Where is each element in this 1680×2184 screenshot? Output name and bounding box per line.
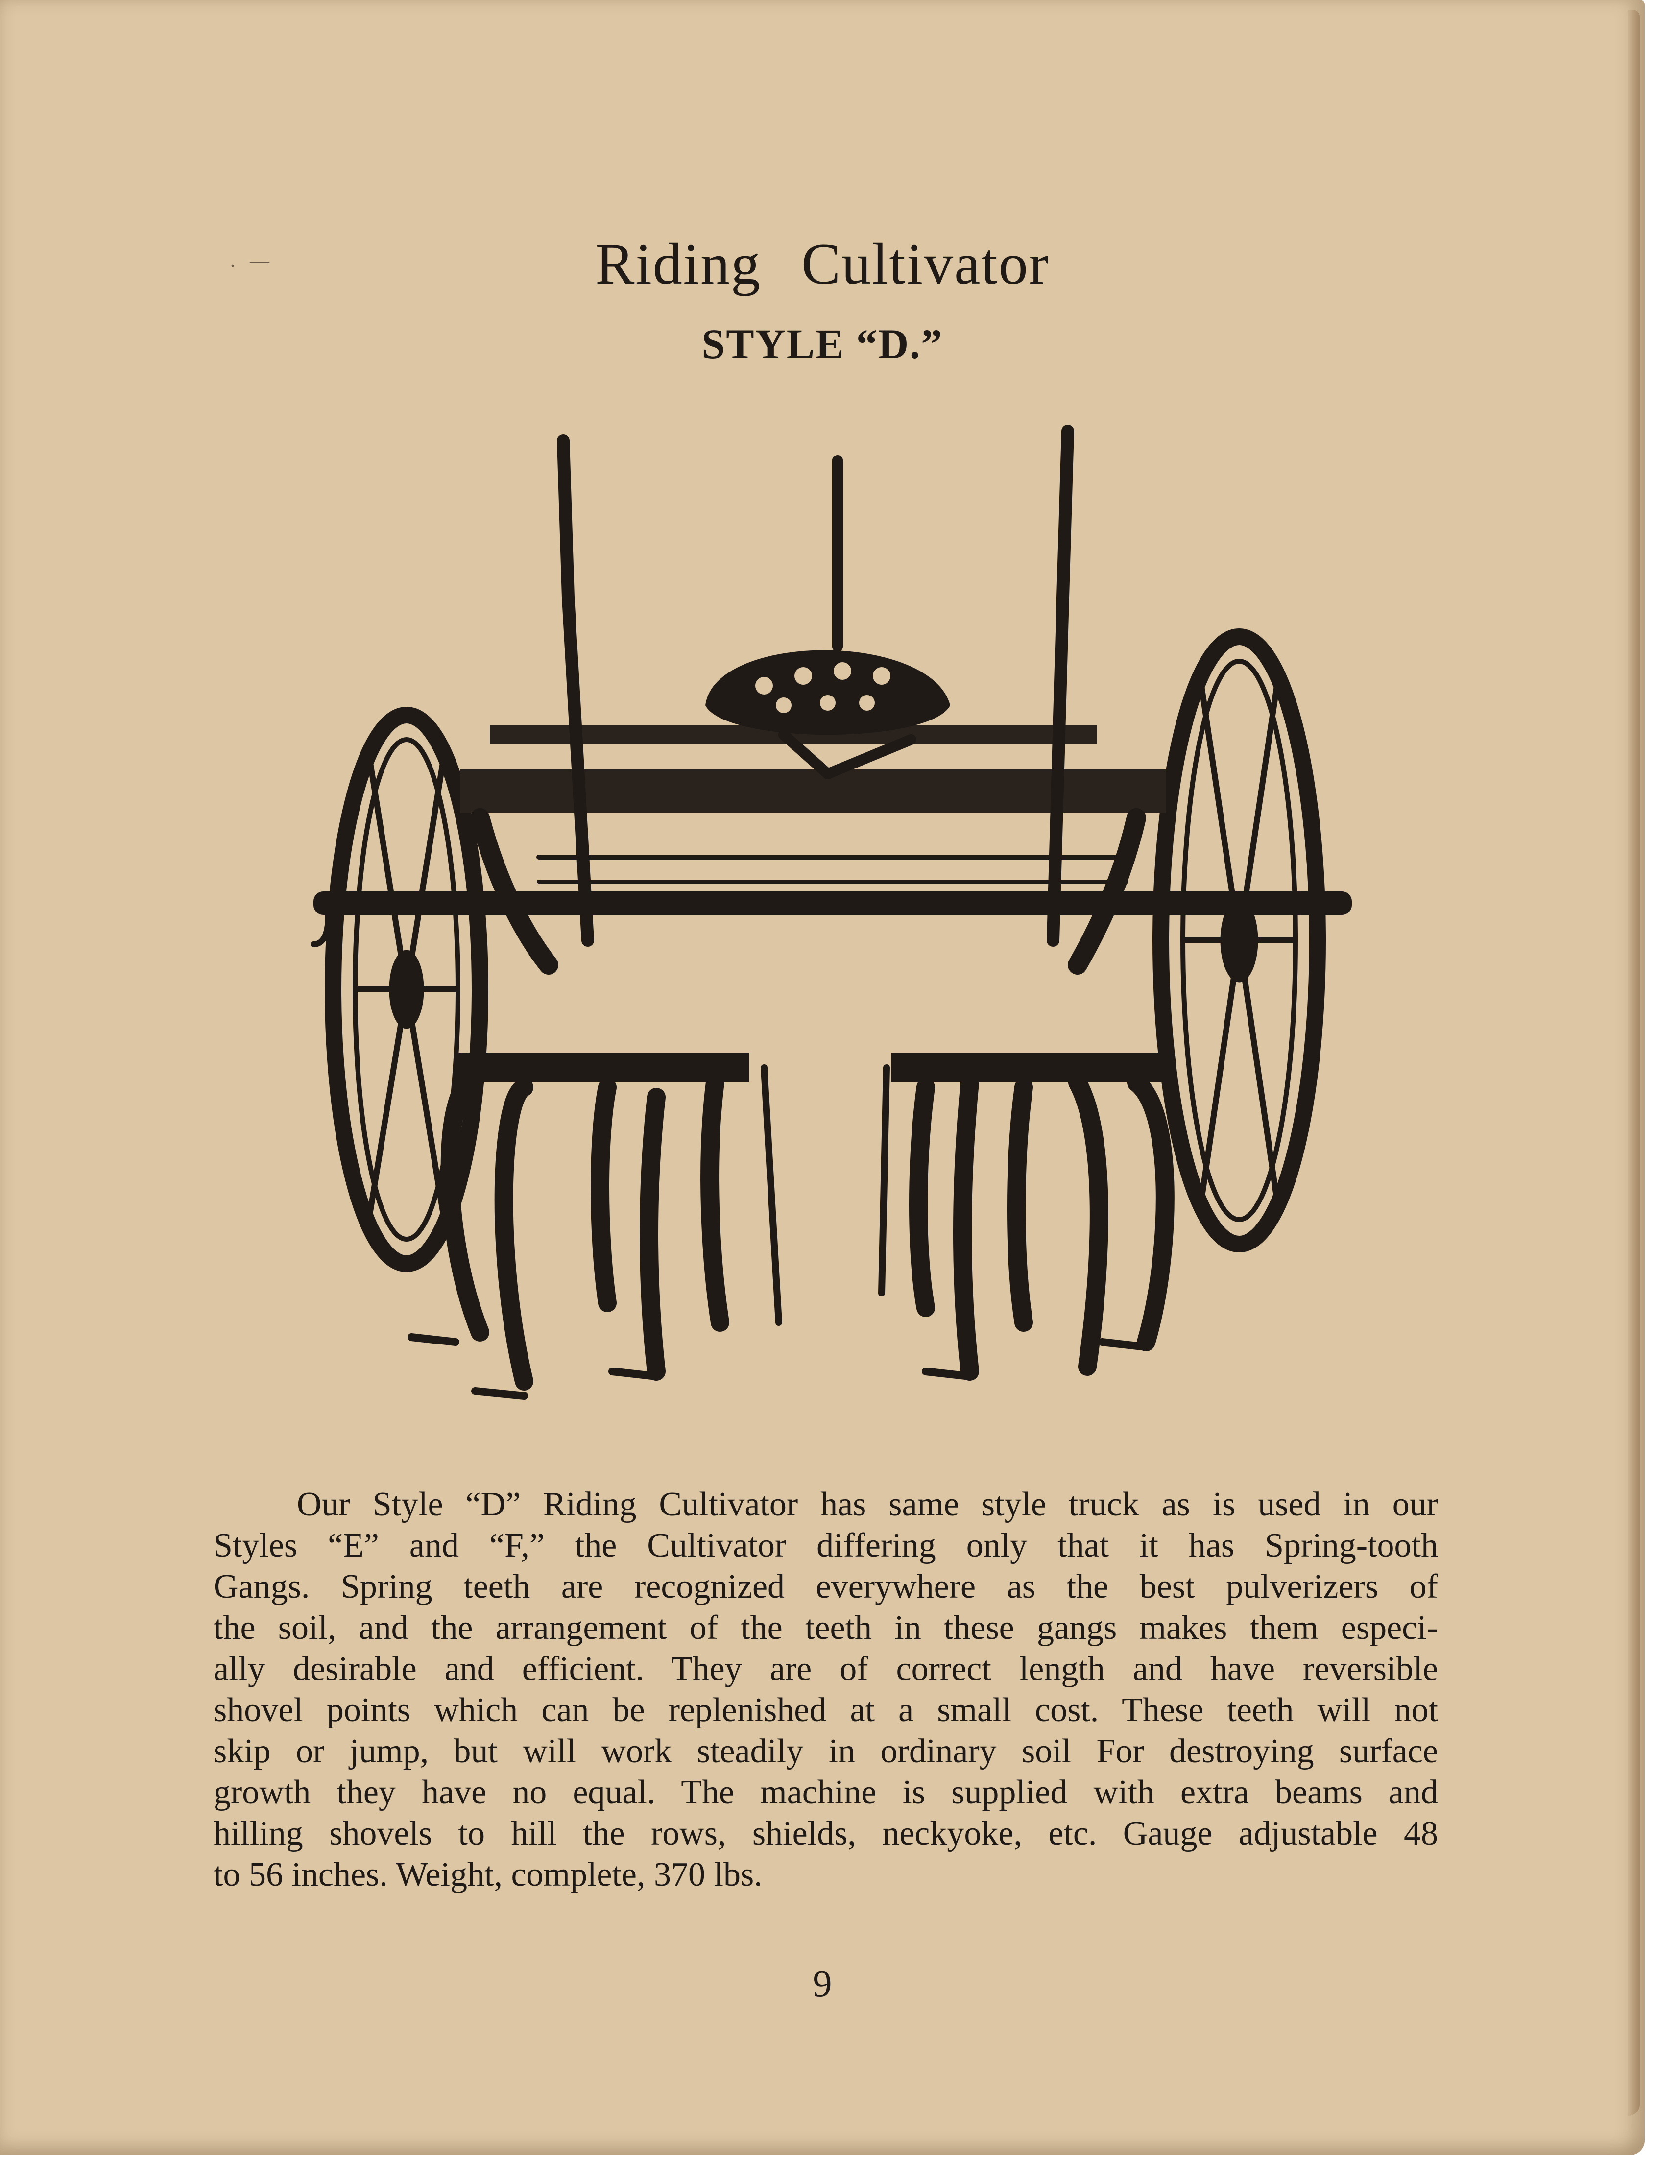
right-spring-teeth-icon <box>882 1053 1166 1371</box>
paragraph-line: Gangs. Spring teeth are recognized everywhere as the best pulverizers of <box>214 1568 1438 1606</box>
stray-marks: . — <box>230 249 269 271</box>
paragraph-line: to 56 inches. Weight, complete, 370 lbs. <box>214 1856 763 1894</box>
paragraph-line: ally desirable and efficient. They are of correct length and have reversible <box>214 1650 1438 1688</box>
paragraph-line: growth they have no equal. The machine is supplied with extra beams and <box>214 1774 1438 1811</box>
seat-icon <box>705 650 950 774</box>
page-subtitle: STYLE “D.” <box>701 320 943 367</box>
paragraph-line: skip or jump, but will work steadily in ordinary soil For destroying surface <box>214 1732 1438 1770</box>
left-spring-teeth-icon <box>450 1053 779 1381</box>
paragraph-line: the soil, and the arrangement of the teeth in these gangs makes them especi- <box>214 1609 1438 1647</box>
paragraph-line: hilling shovels to hill the rows, shields, neckyoke, etc. Gauge adjustable 48 <box>214 1815 1438 1852</box>
paragraph-line: Styles “E” and “F,” the Cultivator differing only that it has Spring-tooth <box>214 1527 1438 1564</box>
cultivator-illustration <box>294 402 1371 1455</box>
page-number: 9 <box>813 1962 832 2005</box>
page-title: Riding Cultivator <box>595 231 1050 296</box>
paragraph-line: shovel points which can be replenished at a small cost. These teeth will not <box>214 1691 1438 1729</box>
description-paragraph <box>214 1484 1438 1896</box>
paragraph-line: Our Style “D” Riding Cultivator has same style truck as is used in our <box>297 1486 1438 1523</box>
right-wheel-icon <box>1161 637 1318 1244</box>
